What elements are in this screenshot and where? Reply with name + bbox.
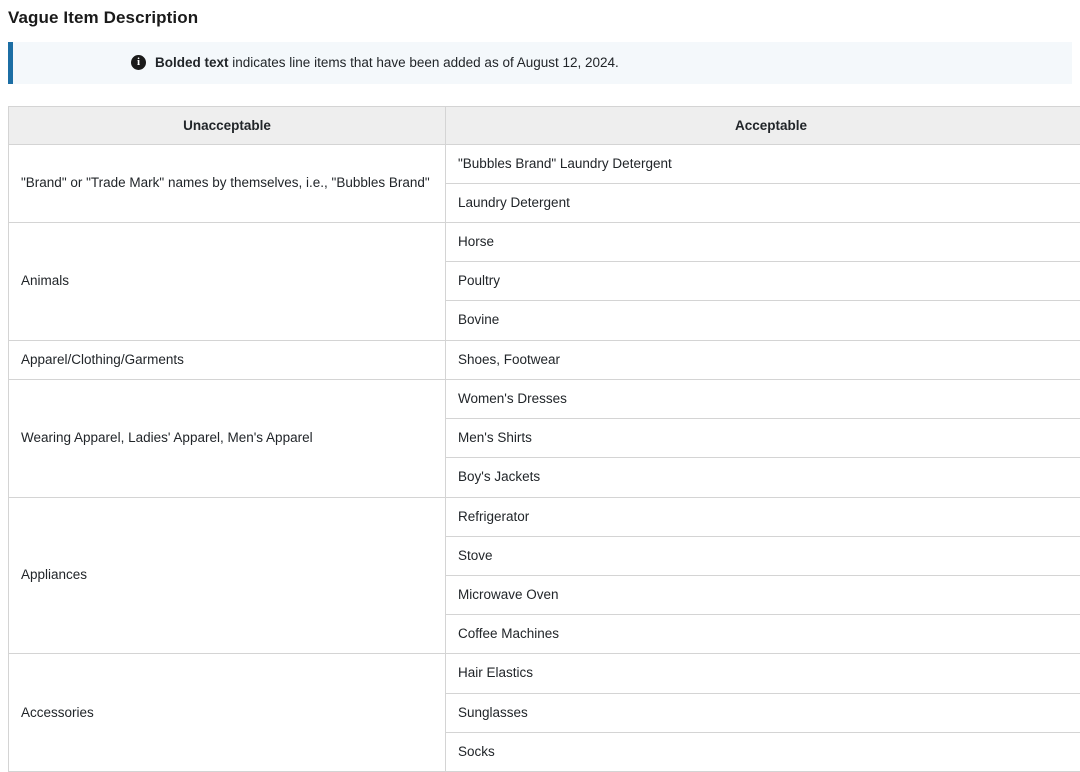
column-header-acceptable: Acceptable — [446, 106, 1080, 144]
table-body — [9, 144, 1080, 772]
acceptable-cell: Women's Dresses — [446, 379, 1080, 418]
table-row — [9, 379, 1080, 418]
acceptable-cell: Hair Elastics — [446, 654, 1080, 693]
unacceptable-cell: Wearing Apparel, Ladies' Apparel, Men's Apparel — [9, 379, 446, 497]
page-title: Vague Item Description — [8, 8, 1080, 28]
unacceptable-cell: "Brand" or "Trade Mark" names by themselves, i.e., "Bubbles Brand" — [9, 144, 446, 222]
acceptable-cell: Poultry — [446, 262, 1080, 301]
vague-item-description-table — [8, 106, 1080, 772]
acceptable-cell: Bovine — [446, 301, 1080, 340]
acceptable-cell: Horse — [446, 222, 1080, 261]
acceptable-cell: Men's Shirts — [446, 419, 1080, 458]
acceptable-cell: "Bubbles Brand" Laundry Detergent — [446, 144, 1080, 183]
acceptable-cell: Coffee Machines — [446, 615, 1080, 654]
info-callout-bold: Bolded text — [155, 55, 229, 70]
info-callout-text — [155, 54, 619, 72]
info-callout-rest: indicates line items that have been added as of August 12, 2024. — [229, 55, 619, 70]
table-row — [9, 340, 1080, 379]
acceptable-cell: Shoes, Footwear — [446, 340, 1080, 379]
acceptable-cell: Microwave Oven — [446, 575, 1080, 614]
table-row — [9, 222, 1080, 261]
table-row — [9, 144, 1080, 183]
unacceptable-cell: Appliances — [9, 497, 446, 654]
unacceptable-cell: Apparel/Clothing/Garments — [9, 340, 446, 379]
acceptable-cell: Stove — [446, 536, 1080, 575]
document-page — [0, 8, 1080, 772]
acceptable-cell: Boy's Jackets — [446, 458, 1080, 497]
table-row — [9, 654, 1080, 693]
info-callout-inner — [13, 54, 619, 72]
table-header-row — [9, 106, 1080, 144]
column-header-unacceptable: Unacceptable — [9, 106, 446, 144]
acceptable-cell: Socks — [446, 732, 1080, 771]
info-icon: i — [131, 55, 146, 70]
acceptable-cell: Laundry Detergent — [446, 183, 1080, 222]
info-callout — [8, 42, 1072, 84]
unacceptable-cell: Animals — [9, 222, 446, 340]
table-head — [9, 106, 1080, 144]
unacceptable-cell: Accessories — [9, 654, 446, 772]
table-row — [9, 497, 1080, 536]
acceptable-cell: Sunglasses — [446, 693, 1080, 732]
acceptable-cell: Refrigerator — [446, 497, 1080, 536]
